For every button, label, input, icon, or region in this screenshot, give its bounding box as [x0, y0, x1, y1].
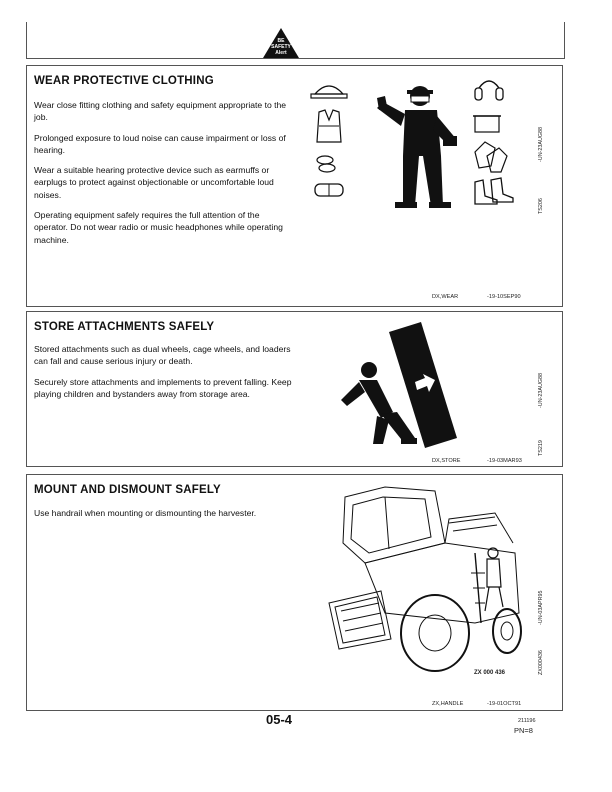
paragraph: Use handrail when mounting or dismounting the harvester.	[34, 508, 257, 518]
earmuffs-icon	[475, 81, 503, 100]
section-title: STORE ATTACHMENTS SAFELY	[34, 321, 215, 333]
figure-label: ZX 000 436	[474, 670, 506, 676]
harvester-handrail-illustration	[325, 483, 525, 681]
earplugs-icon	[317, 156, 335, 172]
section-body	[34, 507, 292, 527]
falling-attachment-illustration	[337, 320, 497, 452]
section-body	[34, 343, 292, 408]
badge-line-2: SAFETY	[271, 44, 291, 50]
safety-alert-badge	[262, 27, 300, 59]
gloves-icon	[475, 142, 507, 172]
paragraph: Prolonged exposure to loud noise can cause impairment or loss of hearing.	[34, 132, 286, 155]
badge-line-3: Alert	[275, 50, 287, 56]
side-code: -UN-23AUG88	[538, 126, 544, 162]
illustration-code: ZX000436	[538, 650, 544, 675]
section-store-attachments-safely	[26, 311, 563, 467]
section-title: WEAR PROTECTIVE CLOTHING	[34, 75, 214, 87]
paragraph: Operating equipment safely requires the full attention of the operator. Do not wear radio or music headphones while operating machine.	[34, 210, 283, 245]
ref-code: DX,WEAR	[432, 294, 459, 300]
illustration-code: TS206	[538, 198, 544, 214]
ref-code: ZX,HANDLE	[432, 701, 464, 707]
worker-figure-icon	[377, 86, 457, 208]
operator-on-ladder-icon	[485, 548, 503, 611]
footer-code: 211196	[518, 718, 536, 724]
face-shield-icon	[473, 116, 501, 132]
safety-boots-icon	[475, 178, 513, 204]
section-title: MOUNT AND DISMOUNT SAFELY	[34, 484, 221, 496]
section-mount-and-dismount-safely	[26, 474, 563, 711]
side-code: -UN-03APR95	[538, 590, 544, 625]
forage-harvester-icon	[329, 487, 521, 671]
hard-hat-icon	[311, 86, 347, 98]
protective-clothing-illustration	[307, 76, 522, 226]
badge-line-1: BE	[277, 38, 285, 44]
safety-vest-icon	[317, 110, 341, 142]
paragraph: Wear a suitable hearing protective device such as earmuffs or earplugs to protect against objectionable or uncomfortable loud noises.	[34, 165, 274, 200]
ref-date: -19-10SEP90	[487, 294, 521, 300]
ref-code: DX,STORE	[432, 458, 461, 464]
paragraph: Stored attachments such as dual wheels, cage wheels, and loaders can fall and cause serious injury or death.	[34, 344, 291, 367]
section-wear-protective-clothing	[26, 65, 563, 307]
illustration-code: TS219	[538, 440, 544, 456]
ref-date: -19-01OCT91	[487, 701, 522, 707]
section-body	[34, 99, 292, 254]
pn-label: PN=8	[514, 726, 533, 735]
goggles-icon	[315, 184, 343, 196]
page-number: 05-4	[266, 712, 293, 727]
paragraph: Securely store attachments and implements to prevent falling. Keep playing children and bystanders away from storage area.	[34, 376, 292, 399]
side-code: -UN-23AUG88	[538, 372, 544, 408]
ref-date: -19-03MAR93	[487, 458, 522, 464]
paragraph: Wear close fitting clothing and safety equipment appropriate to the job.	[34, 100, 287, 123]
